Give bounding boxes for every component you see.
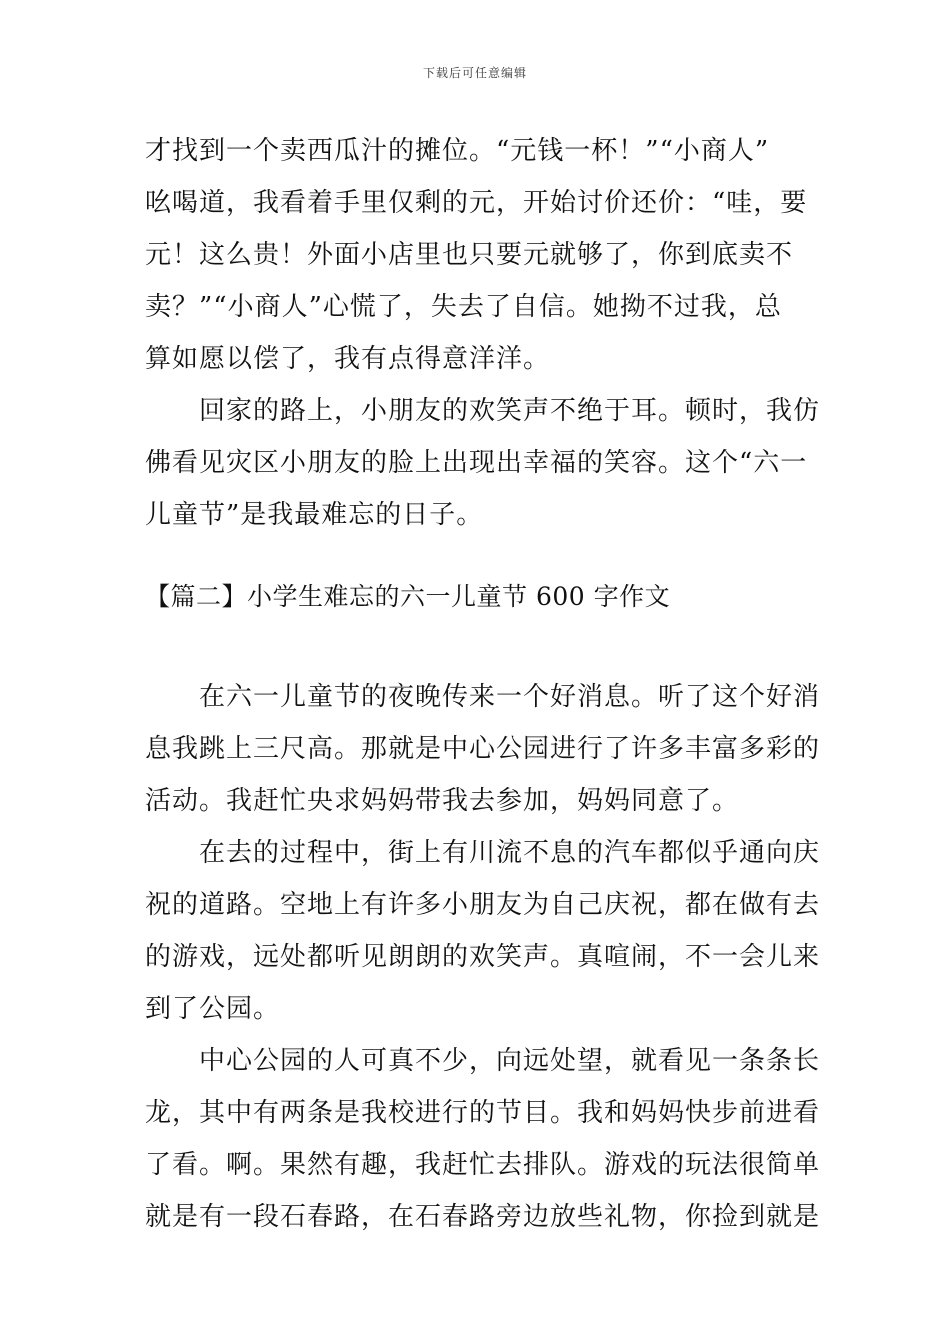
text-line: 活动。我赶忙央求妈妈带我去参加，妈妈同意了。 [145,786,740,816]
text-line: 就是有一段石春路，在石春路旁边放些礼物，你捡到就是 [145,1202,821,1232]
text-line: 儿童节”是我最难忘的日子。 [145,500,484,530]
text-line: 元！这么贵！外面小店里也只要元就够了，你到底卖不 [145,240,794,270]
text-line: 回家的路上，小朋友的欢笑声不绝于耳。顿时，我仿 [199,396,821,426]
text-line: 才找到一个卖西瓜汁的摊位。“元钱一杯！”“小商人” [145,136,770,166]
section-one-text [145,125,821,541]
text-line: 佛看见灾区小朋友的脸上出现出幸福的笑容。这个“六一 [145,448,808,478]
text-line: 了看。啊。果然有趣，我赶忙去排队。游戏的玩法很简单 [145,1150,821,1180]
text-line: 卖？”“小商人”心慌了，失去了自信。她拗不过我，总 [145,292,782,322]
text-line: 祝的道路。空地上有许多小朋友为自己庆祝，都在做有去 [145,890,821,920]
page-header: 下载后可任意编辑 [422,66,527,80]
section-heading: 【篇二】小学生难忘的六一儿童节 600 字作文 [145,582,671,611]
text-line: 息我跳上三尺高。那就是中心公园进行了许多丰富多彩的 [145,734,821,764]
text-line: 的游戏，远处都听见朗朗的欢笑声。真喧闹，不一会儿来 [145,942,821,972]
text-line: 到了公园。 [145,994,281,1024]
section-two-text [145,671,821,1243]
text-line: 在去的过程中，街上有川流不息的汽车都似乎通向庆 [199,838,821,868]
text-line: 中心公园的人可真不少，向远处望，就看见一条条长 [199,1046,821,1076]
text-line: 龙，其中有两条是我校进行的节目。我和妈妈快步前进看 [145,1098,821,1128]
text-line: 吆喝道，我看着手里仅剩的元，开始讨价还价：“哇，要 [145,188,808,218]
text-line: 算如愿以偿了，我有点得意洋洋。 [145,344,551,374]
text-line: 在六一儿童节的夜晚传来一个好消息。听了这个好消 [199,682,821,712]
